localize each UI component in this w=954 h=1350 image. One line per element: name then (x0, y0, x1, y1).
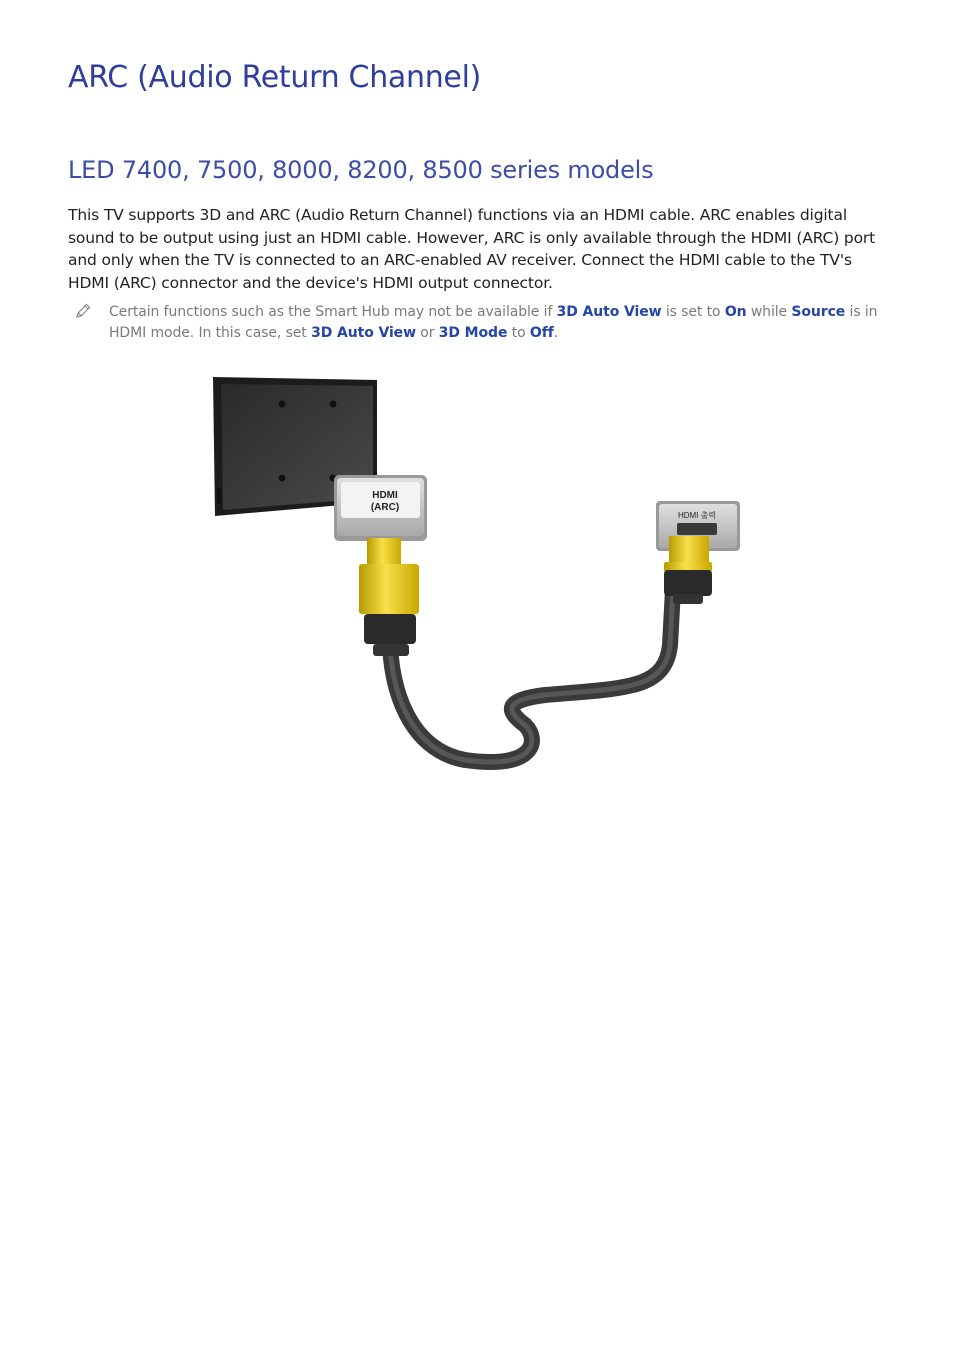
setting-3d-auto-view-2: 3D Auto View (311, 324, 416, 341)
note (68, 302, 883, 343)
hdmi-connector-right (664, 536, 712, 604)
setting-3d-auto-view: 3D Auto View (556, 304, 662, 320)
value-off: Off (529, 324, 554, 341)
svg-text:HDMI 출력: HDMI 출력 (677, 511, 717, 520)
page-title: ARC (Audio Return Channel) (68, 60, 482, 95)
value-on: On (724, 304, 747, 320)
section-title: LED 7400, 7500, 8000, 8200, 8500 series models (68, 156, 654, 184)
note-text: Certain functions such as the Smart Hub may not be available if 3D Auto View is set to On while Source is in HDMI mode. In this case, set 3D Auto View or 3D Mode to Off. (109, 304, 878, 341)
svg-text:HDMI: HDMI (372, 490, 398, 501)
tv-hdmi-arc-port (334, 475, 427, 541)
body-paragraph: This TV supports 3D and ARC (Audio Return Channel) functions via an HDMI cable. ARC enables digital sound to be output using just an HDMI cable. However, ARC is only available through the HDMI (ARC) port and only when the TV is connected to an ARC-enabled AV receiver. Connect the HDMI cable to the TV's HDMI (ARC) connector and the device's HDMI output connector. (68, 206, 876, 292)
svg-text:(ARC): (ARC) (370, 502, 400, 513)
setting-3d-mode: 3D Mode (438, 324, 508, 341)
pencil-icon (74, 302, 92, 320)
hdmi-arc-connection-illustration (205, 370, 755, 790)
setting-source: Source (791, 304, 846, 320)
hdmi-connector-left (359, 538, 419, 656)
